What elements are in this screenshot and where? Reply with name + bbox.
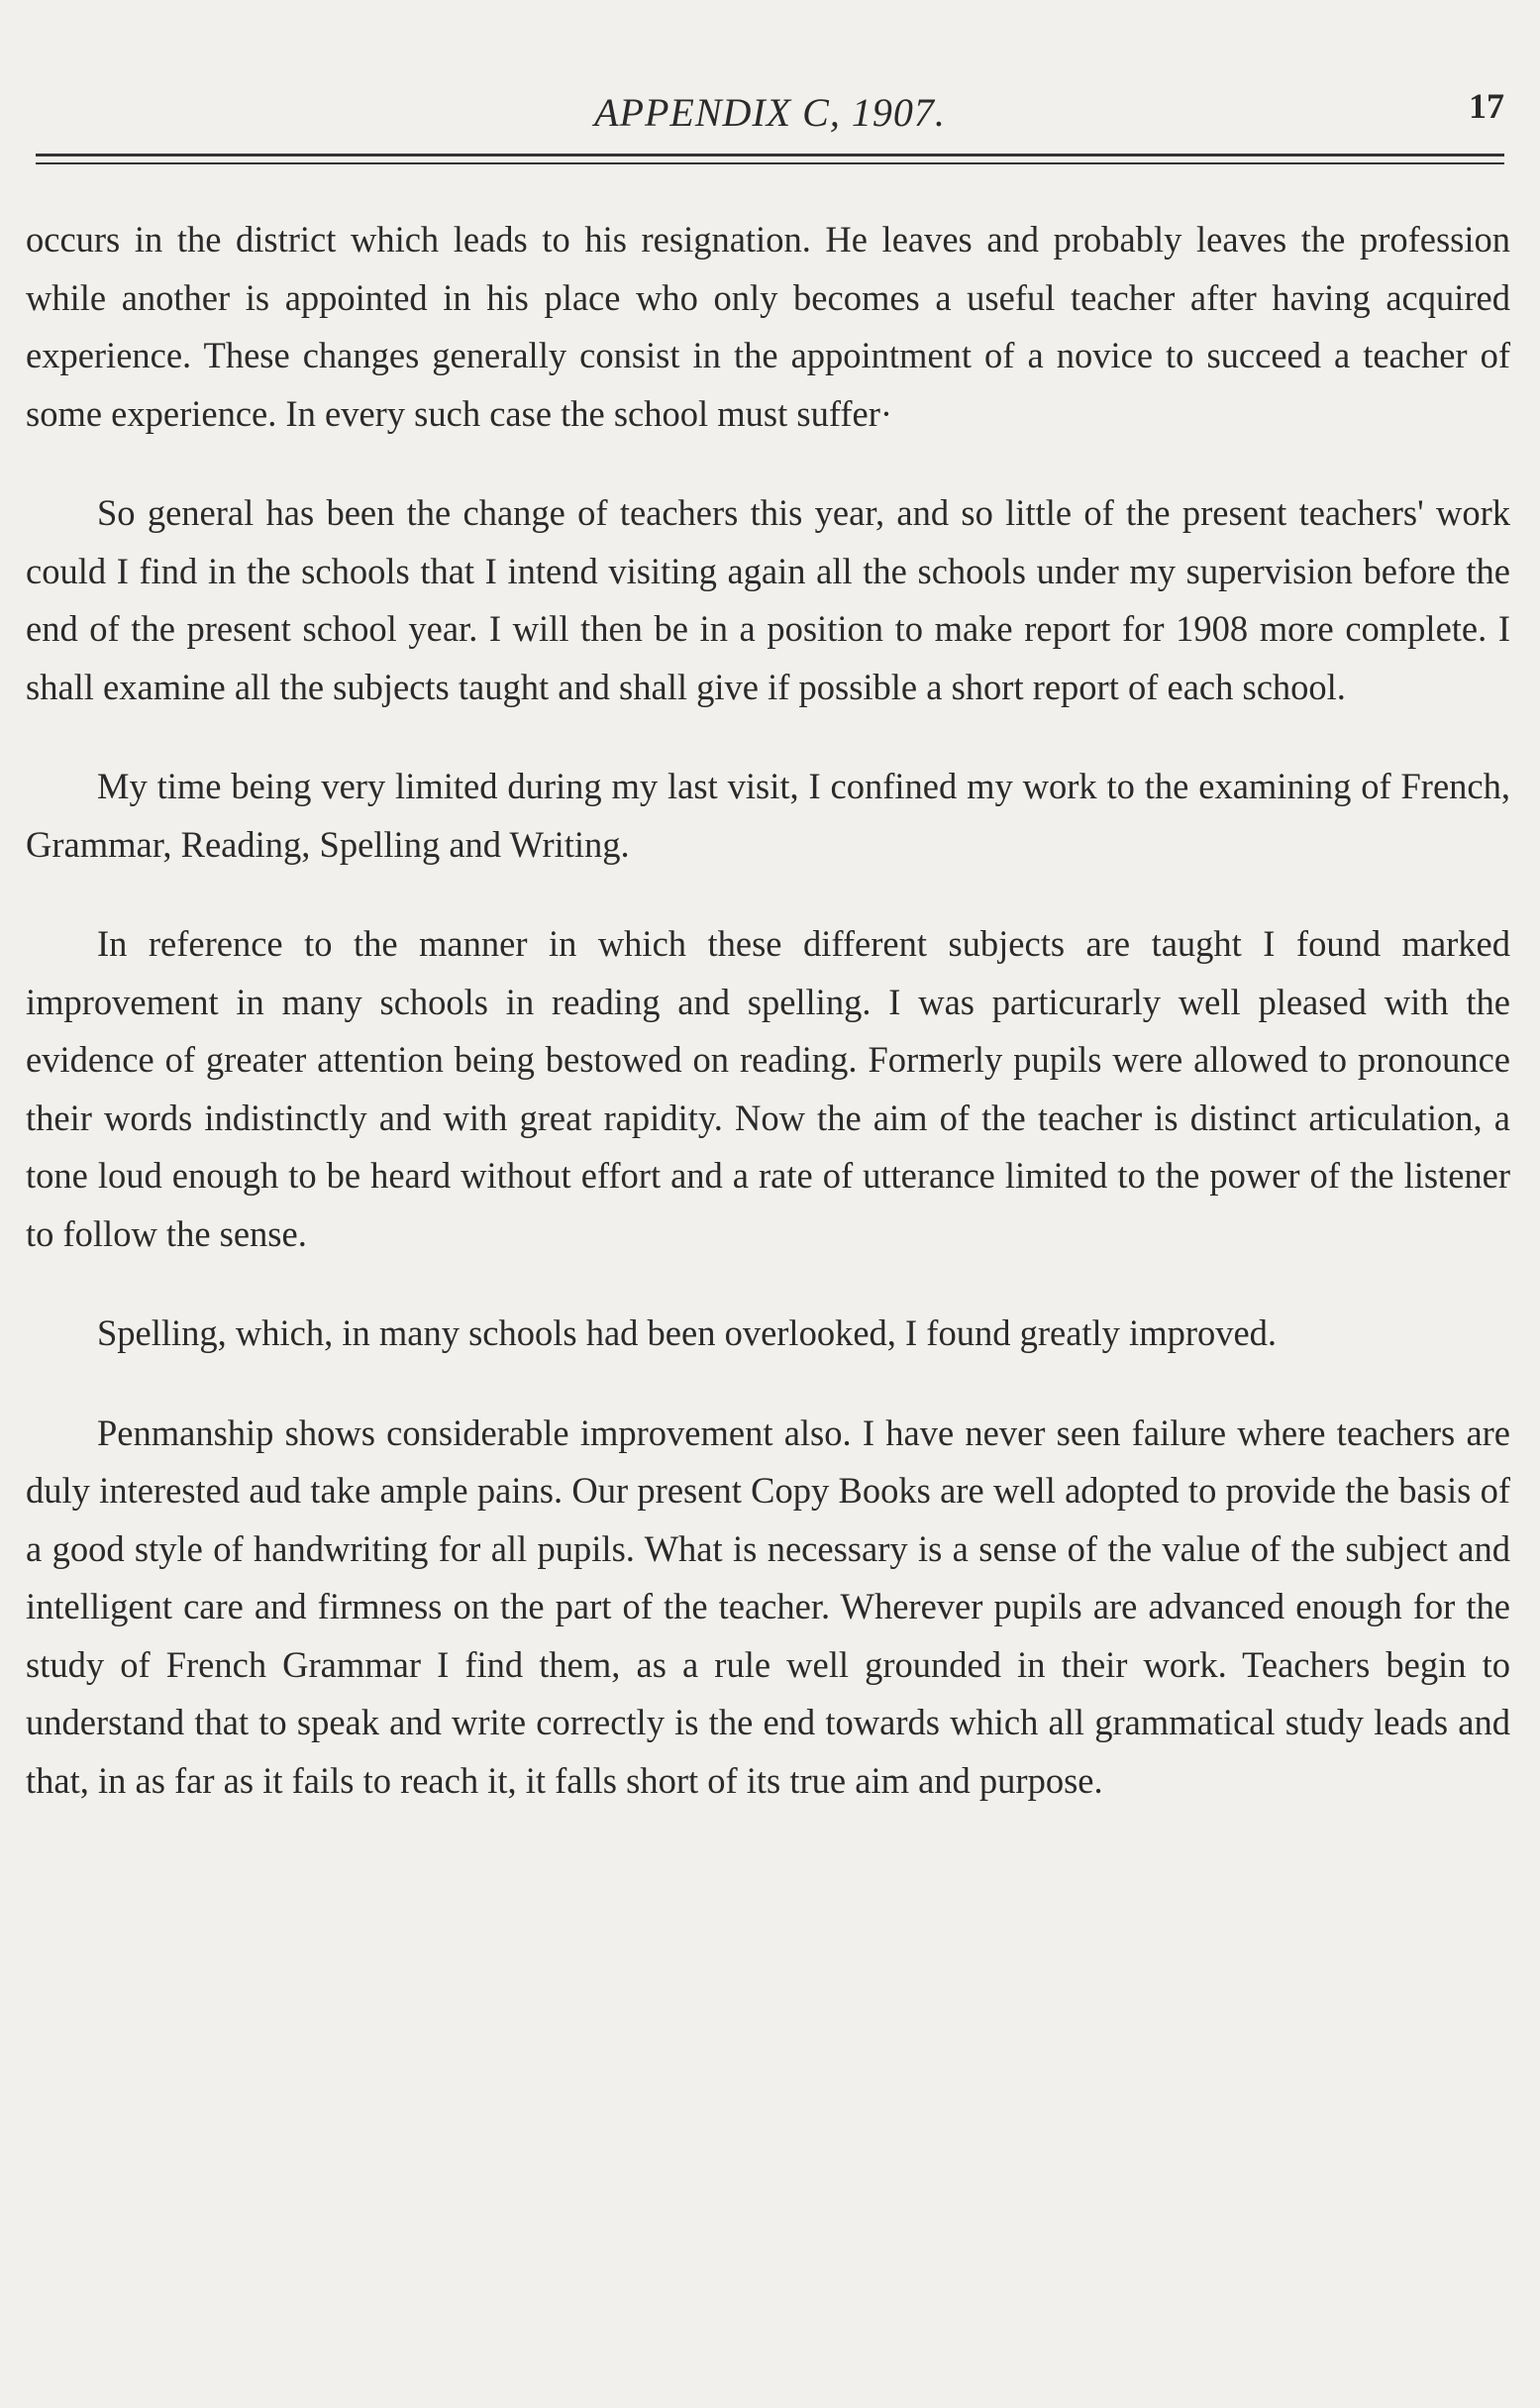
page-header [26, 81, 1514, 141]
paragraph-2: So general has been the change of teachers this year, and so little of the present teachers' work could I find in the schools that I intend visiting again all the schools under my supervision before the end of the present school year. I will then be in a position to make report for 1908 more complete. I shall examine all the subjects taught and shall give if possible a short report of each school. [26, 492, 1510, 707]
body-text [26, 211, 1510, 1851]
header-rule-top [36, 154, 1504, 157]
paragraph-5: Spelling, which, in many schools had been overlooked, I found greatly improved. [97, 1312, 1278, 1353]
header-rule-bottom [36, 162, 1504, 164]
paragraph-4: In reference to the manner in which these different subjects are taught I found marked improvement in many schools in reading and spelling. I was particurarly well pleased with the evidence of greater attention being bestowed on reading. Formerly pupils were allowed to pronounce their words indistinctly and with great rapidity. Now the aim of the teacher is distinct articulation, a tone loud enough to be heard without effort and a rate of utterance limited to the power of the listener to follow the sense. [26, 923, 1510, 1254]
page-number: 17 [1469, 86, 1504, 126]
running-title: APPENDIX C, 1907. [594, 90, 946, 135]
paragraph-6: Penmanship shows considerable improvement also. I have never seen failure where teachers are duly interested aud take ample pains. Our present Copy Books are well adopted to provide the basis of a good style of handwriting for all pupils. What is necessary is a sense of the value of the subject and intelligent care and firmness on the part of the teacher. Wherever pupils are advanced enough for the study of French Grammar I find them, as a rule well grounded in their work. Teachers begin to understand that to speak and write correctly is the end towards which all grammatical study leads and that, in as far as it fails to reach it, it falls short of its true aim and purpose. [26, 1412, 1510, 1801]
paragraph-3: My time being very limited during my last visit, I confined my work to the examining of French, Grammar, Reading, Spelling and Writing. [26, 766, 1510, 865]
paragraph-1: occurs in the district which leads to his resignation. He leaves and probably leaves the profession while another is appointed in his place who only becomes a useful teacher after having acquired experience. These changes generally consist in the appointment of a novice to succeed a teacher of some experience. In every such case the school must suffer· [26, 219, 1510, 434]
